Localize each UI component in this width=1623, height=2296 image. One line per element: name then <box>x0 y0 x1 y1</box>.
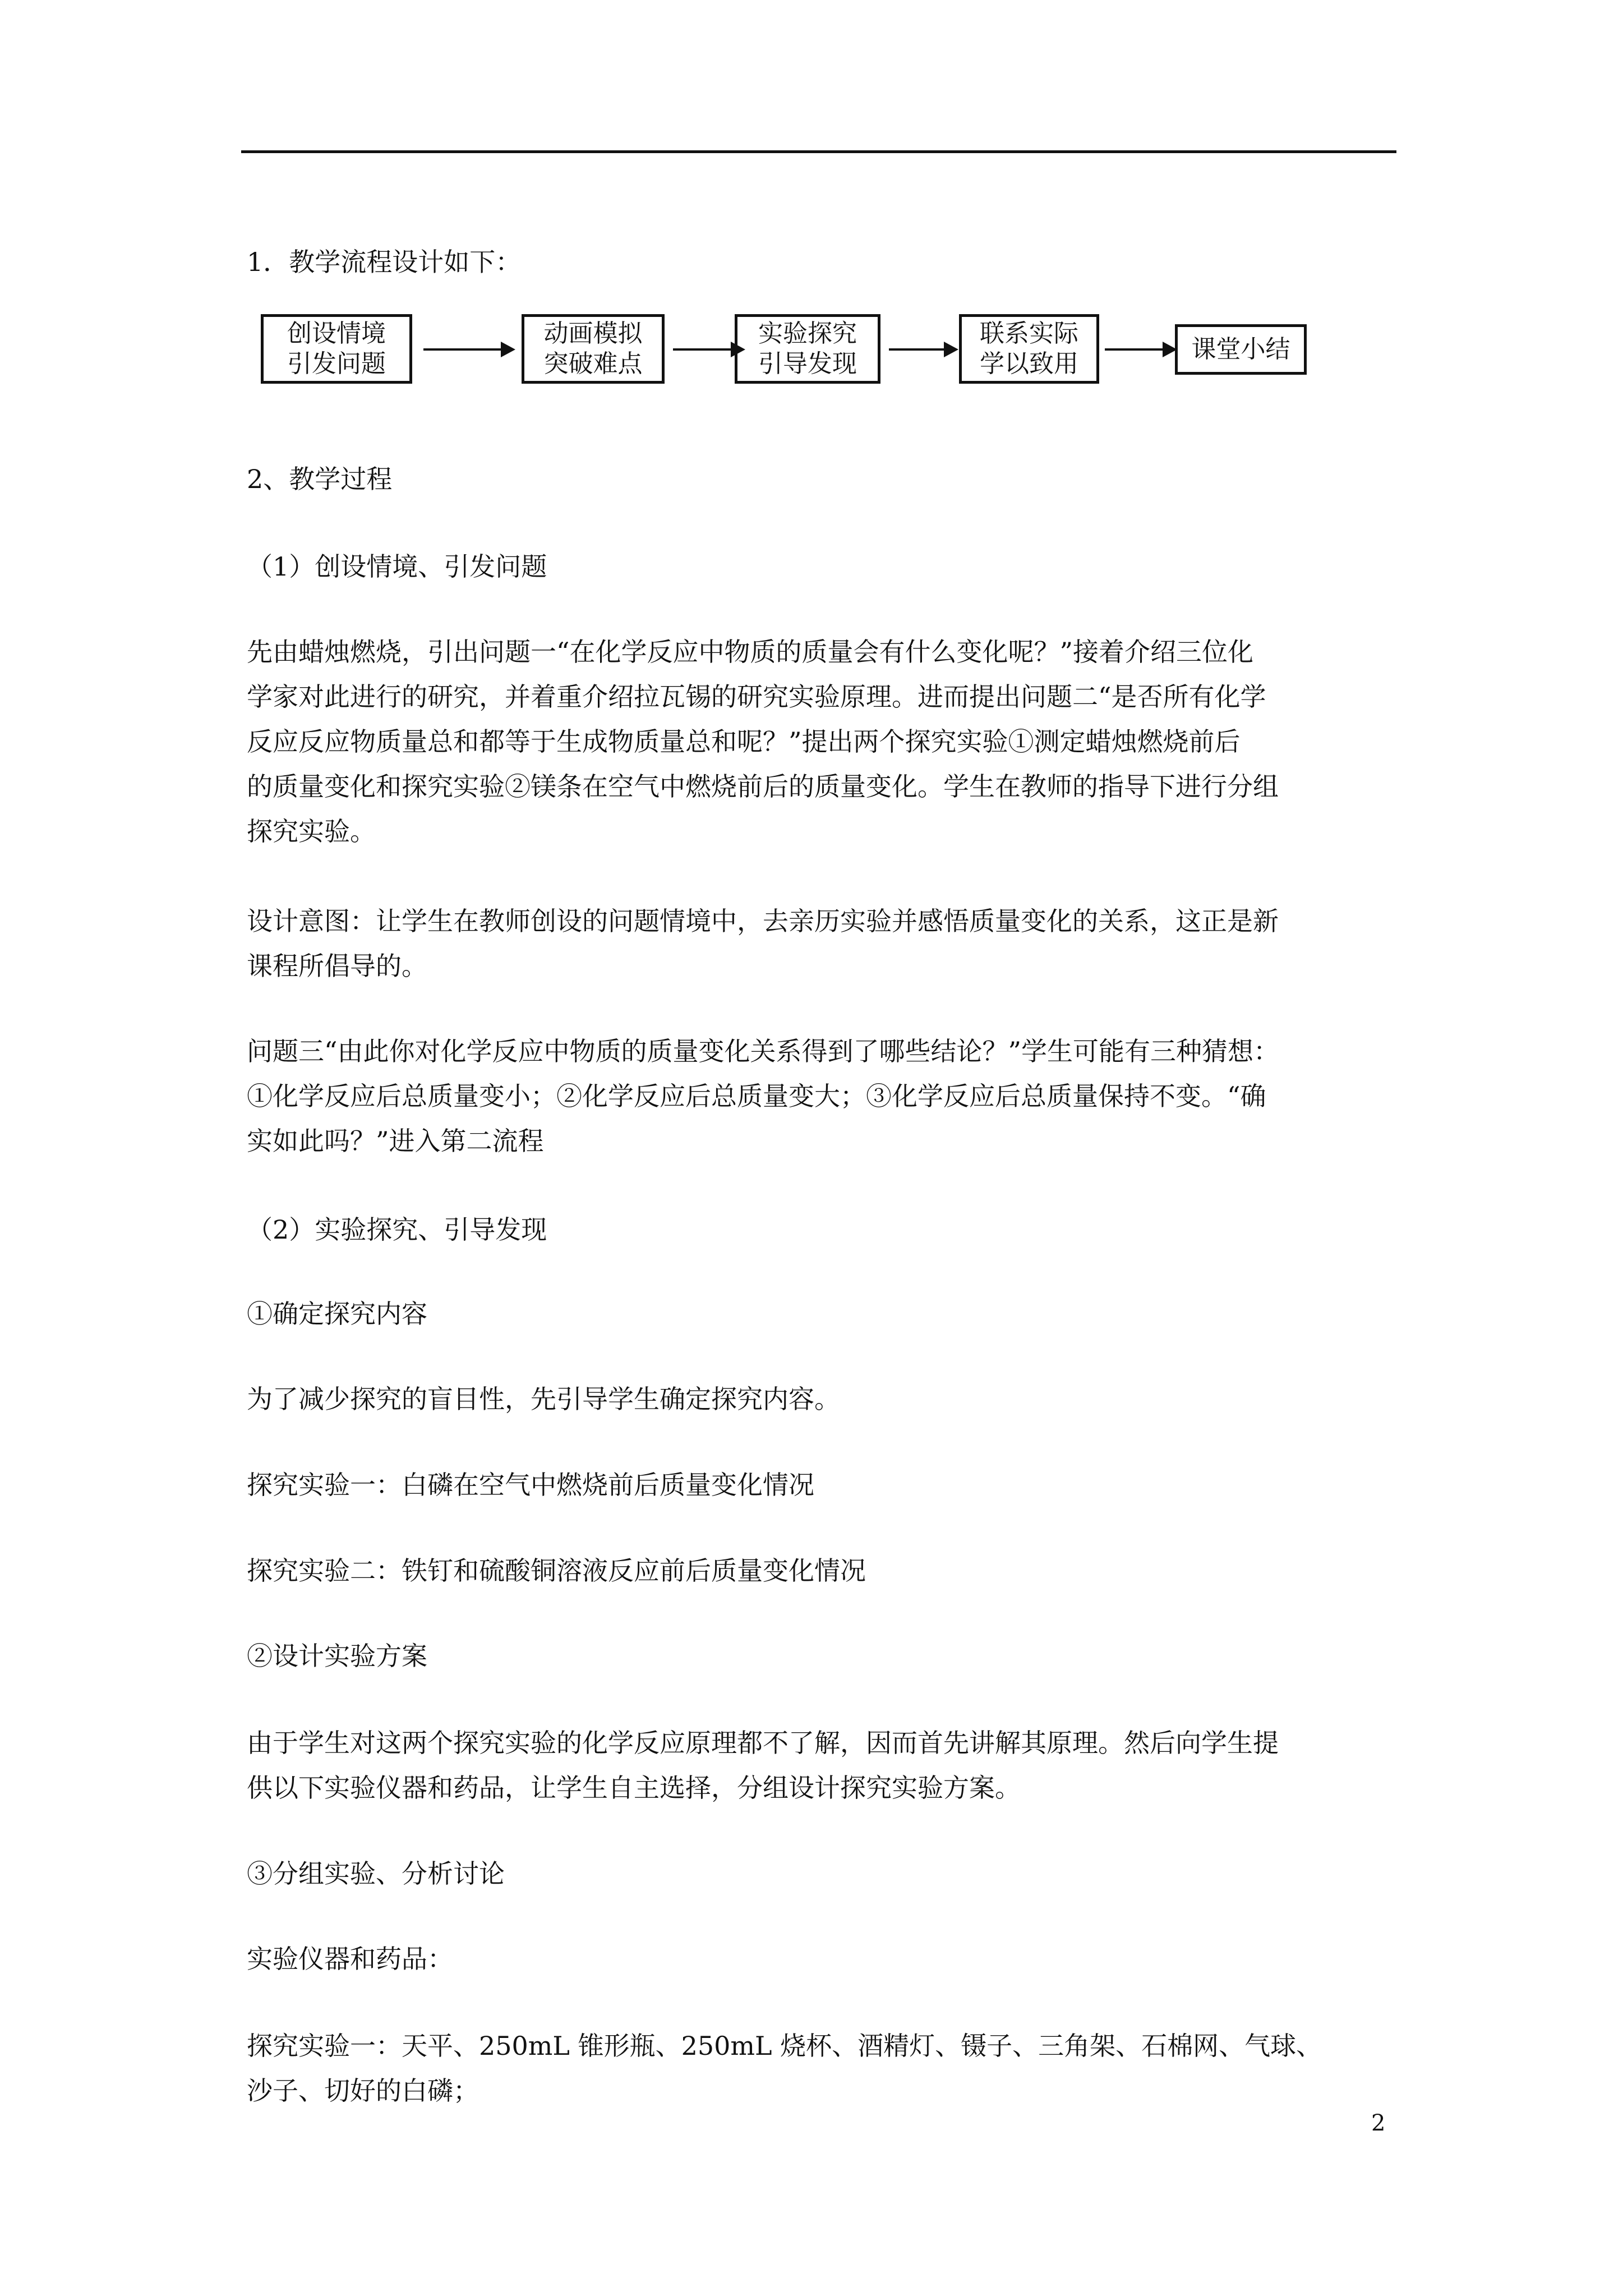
step1-title: ①确定探究内容 <box>247 1299 427 1329</box>
page-number: 2 <box>1371 2110 1386 2136</box>
flow-arrow-4 <box>1105 348 1175 351</box>
para2-line1: 设计意图：让学生在教师创设的问题情境中，去亲历实验并感悟质量变化的关系，这正是新 <box>247 906 1279 936</box>
step1-text: 为了减少探究的盲目性，先引导学生确定探究内容。 <box>247 1384 840 1414</box>
para3-line2: ①化学反应后总质量变小；②化学反应后总质量变大；③化学反应后总质量保持不变。“确 <box>247 1081 1266 1111</box>
flow-step-4 <box>959 314 1099 384</box>
para1-line4: 的质量变化和探究实验②镁条在空气中燃烧前后的质量变化。学生在教师的指导下进行分组 <box>247 771 1279 802</box>
flow-arrow-3 <box>889 348 956 351</box>
para4-line2: 供以下实验仪器和药品，让学生自主选择，分组设计探究实验方案。 <box>247 1773 1021 1803</box>
sub2-title: （2）实验探究、引导发现 <box>247 1214 547 1245</box>
para1-line1: 先由蜡烛燃烧，引出问题一“在化学反应中物质的质量会有什么变化呢？”接着介绍三位化 <box>247 637 1254 667</box>
flow-step-2 <box>522 314 665 384</box>
flow-intro: 1．教学流程设计如下： <box>247 247 522 277</box>
flow-step-5 <box>1175 324 1307 375</box>
flow-step-1-line2: 引发问题 <box>287 349 386 378</box>
flow-step-4-line1: 联系实际 <box>980 319 1078 348</box>
para2-line2: 课程所倡导的。 <box>247 951 427 981</box>
teaching-flow-diagram <box>255 307 1310 392</box>
flow-arrow-2 <box>673 348 743 351</box>
para1-line3: 反应反应物质量总和都等于生成物质量总和呢？”提出两个探究实验①测定蜡烛燃烧前后 <box>247 726 1241 757</box>
para3-line1: 问题三“由此你对化学反应中物质的质量变化关系得到了哪些结论？”学生可能有三种猜想： <box>247 1036 1280 1066</box>
step2-title: ②设计实验方案 <box>247 1641 427 1671</box>
para1-line5: 探究实验。 <box>247 816 376 846</box>
exp2-content: 探究实验二：铁钉和硫酸铜溶液反应前后质量变化情况 <box>247 1556 866 1586</box>
para4-line1: 由于学生对这两个探究实验的化学反应原理都不了解，因而首先讲解其原理。然后向学生提 <box>247 1728 1279 1758</box>
exp1-content: 探究实验一：白磷在空气中燃烧前后质量变化情况 <box>247 1470 814 1500</box>
header-rule <box>241 150 1396 153</box>
para1-line2: 学家对此进行的研究，并着重介绍拉瓦锡的研究实验原理。进而提出问题二“是否所有化学 <box>247 682 1266 712</box>
step3-title: ③分组实验、分析讨论 <box>247 1858 505 1889</box>
flow-step-1-line1: 创设情境 <box>287 319 386 348</box>
flow-step-5-line1: 课堂小结 <box>1191 335 1290 364</box>
flow-step-3-line2: 引导发现 <box>758 349 857 378</box>
flow-step-3-line1: 实验探究 <box>758 319 857 348</box>
flow-step-1 <box>261 314 412 384</box>
flow-step-3 <box>735 314 880 384</box>
flow-step-2-line1: 动画模拟 <box>543 319 643 348</box>
section2-title: 2、教学过程 <box>247 464 393 494</box>
equipment-exp1-line2: 沙子、切好的白磷； <box>247 2076 479 2106</box>
flow-arrow-1 <box>423 348 513 351</box>
sub1-title: （1）创设情境、引发问题 <box>247 551 547 582</box>
equipment-exp1-line1: 探究实验一：天平、250mL 锥形瓶、250mL 烧杯、酒精灯、镊子、三角架、石棉网、气球、 <box>247 2031 1322 2061</box>
para3-line3: 实如此吗？”进入第二流程 <box>247 1126 544 1156</box>
flow-step-2-line2: 突破难点 <box>543 349 643 378</box>
flow-step-4-line2: 学以致用 <box>980 349 1078 378</box>
equipment-title: 实验仪器和药品： <box>247 1944 453 1974</box>
